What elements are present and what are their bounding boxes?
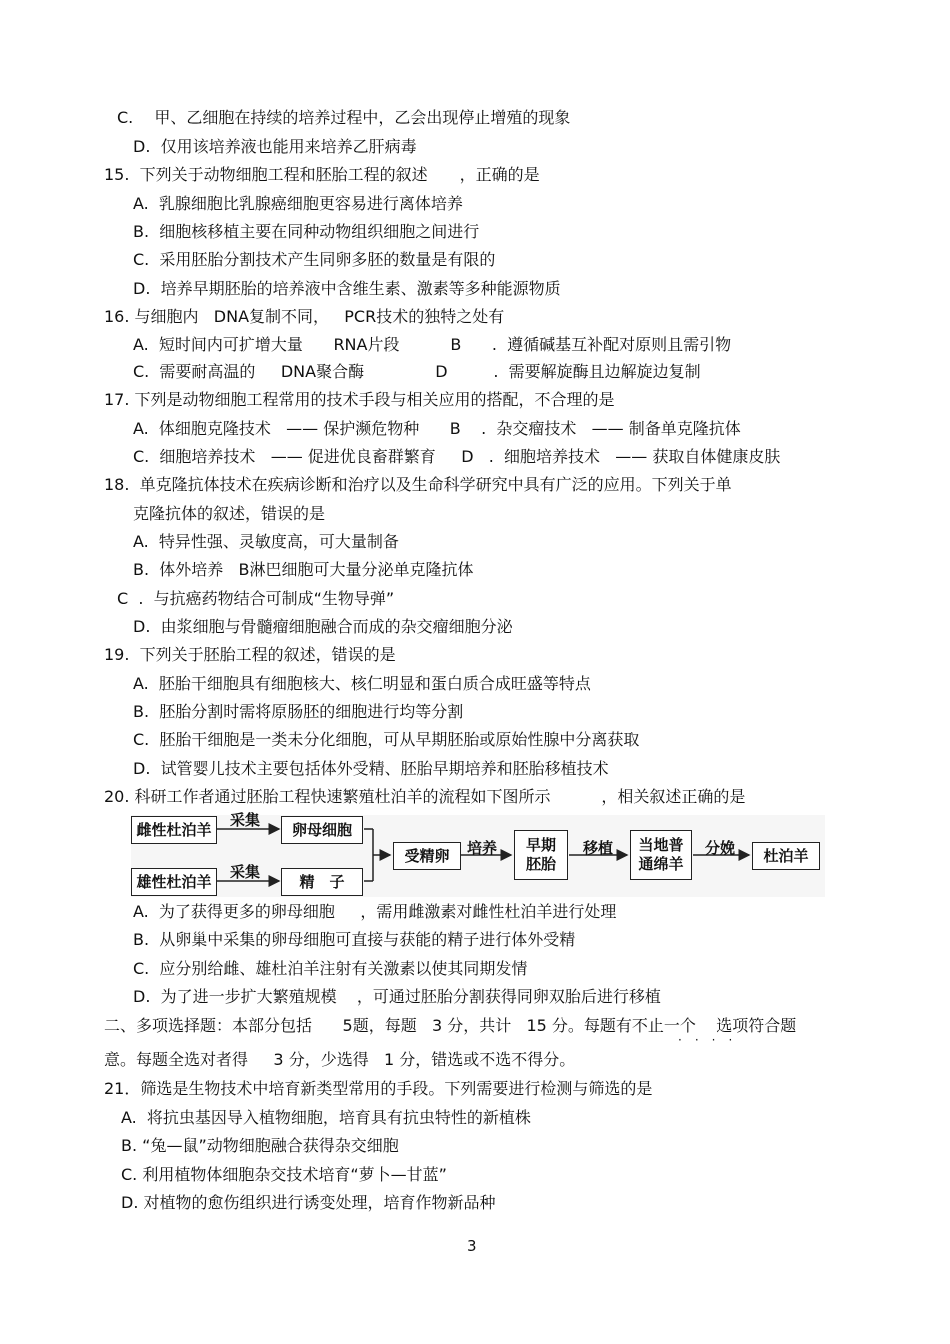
sperm-box: 精 子 [281,868,363,896]
zygote-box: 受精卵 [393,842,461,870]
text-line: D. 由浆细胞与骨髓瘤细胞融合而成的杂交瘤细胞分泌 [133,617,513,636]
text-line: A. 短时间内可扩增大量 RNA片段 B . 遵循碱基互补配对原则且需引物 [133,335,732,354]
text-line: C. 胚胎干细胞是一类未分化细胞，可从早期胚胎或原始性腺中分离获取 [133,730,640,749]
male-dorper-box: 雄性杜泊羊 [131,868,217,896]
text-line: C. 甲、乙细胞在持续的培养过程中，乙会出现停止增殖的现象 [117,108,571,127]
oocyte-box: 卵母细胞 [281,816,363,844]
text-line: 18. 单克隆抗体技术在疾病诊断和治疗以及生命科学研究中具有广泛的应用。下列关于单 [104,475,732,494]
text-line: 20. 科研工作者通过胚胎工程快速繁殖杜泊羊的流程如下图所示 ，相关叙述正确的是 [104,787,746,806]
transplant-label: 移植 [583,839,614,857]
text-line: 二、多项选择题：本部分包括 5题，每题 3 分，共计 15 分。每题有不止一个 选项符合题 [104,1016,797,1035]
text-line: C. 采用胚胎分割技术产生同卵多胚的数量是有限的 [133,250,496,269]
text-line: 15. 下列关于动物细胞工程和胚胎工程的叙述 ，正确的是 [104,165,540,184]
text-line: C. 需要耐高温的 DNA聚合酶 D . 需要解旋酶且边解旋边复制 [133,362,701,381]
text-line: B. 体外培养 B淋巴细胞可大量分泌单克隆抗体 [133,560,474,579]
text-line: D. 对植物的愈伤组织进行诱变处理，培育作物新品种 [121,1193,496,1212]
text-line: B. 细胞核移植主要在同种动物组织细胞之间进行 [133,222,480,241]
text-line: A. 体细胞克隆技术 —— 保护濒危物种 B . 杂交瘤技术 —— 制备单克隆抗体 [133,419,741,438]
text-line: C. 利用植物体细胞杂交技术培育“萝卜—甘蓝” [121,1165,447,1184]
text-line: 21．筛选是生物技术中培育新类型常用的手段。下列需要进行检测与筛选的是 [104,1079,653,1098]
text-line: C. 细胞培养技术 —— 促进优良畜群繁育 D . 细胞培养技术 —— 获取自体健康皮肤 [133,447,781,466]
text-line: B. “兔—鼠”动物细胞融合获得杂交细胞 [121,1136,399,1155]
recipient-sheep-box: 当地普 通绵羊 [630,830,692,880]
text-line: A. 为了获得更多的卵母细胞 ，需用雌激素对雌性杜泊羊进行处理 [133,902,617,921]
collect-label-2: 采集 [230,863,261,881]
text-line: C. 应分别给雌、雄杜泊羊注射有关激素以使其同期发情 [133,959,528,978]
female-dorper-box: 雌性杜泊羊 [131,816,217,844]
text-line: C . 与抗癌药物结合可制成“生物导弹” [117,589,395,608]
text-line: 19. 下列关于胚胎工程的叙述，错误的是 [104,645,396,664]
flowchart [131,811,825,897]
text-line: B. 胚胎分割时需将原肠胚的细胞进行均等分割 [133,702,464,721]
text-line: A. 将抗虫基因导入植物细胞，培育具有抗虫特性的新植株 [121,1108,531,1127]
text-line: D. 为了进一步扩大繁殖规模 ，可通过胚胎分割获得同卵双胎后进行移植 [133,987,661,1006]
page-number: 3 [467,1237,477,1255]
text-line: 克隆抗体的叙述，错误的是 [133,504,326,523]
culture-label: 培养 [467,839,498,857]
text-line: A. 特异性强、灵敏度高，可大量制备 [133,532,399,551]
text-line: B. 从卵巢中采集的卵母细胞可直接与获能的精子进行体外受精 [133,930,576,949]
text-line: A. 乳腺细胞比乳腺癌细胞更容易进行离体培养 [133,194,463,213]
text-line: A. 胚胎干细胞具有细胞核大、核仁明显和蛋白质合成旺盛等特点 [133,674,591,693]
emphasis-dots: ···· [678,1033,746,1047]
text-line: 17. 下列是动物细胞工程常用的技术手段与相关应用的搭配，不合理的是 [104,390,615,409]
early-embryo-box: 早期 胚胎 [514,830,568,880]
text-line: 意。每题全选对者得 3 分，少选得 1 分，错选或不选不得分。 [104,1050,576,1069]
text-line: D. 培养早期胚胎的培养液中含维生素、激素等多种能源物质 [133,279,561,298]
text-line: D. 仅用该培养液也能用来培养乙肝病毒 [133,137,417,156]
dorper-box: 杜泊羊 [752,842,820,870]
text-line: 16. 与细胞内 DNA复制不同， PCR技术的独特之处有 [104,307,505,326]
birth-label: 分娩 [705,839,736,857]
text-line: D. 试管婴儿技术主要包括体外受精、胚胎早期培养和胚胎移植技术 [133,759,609,778]
collect-label-1: 采集 [230,811,261,829]
